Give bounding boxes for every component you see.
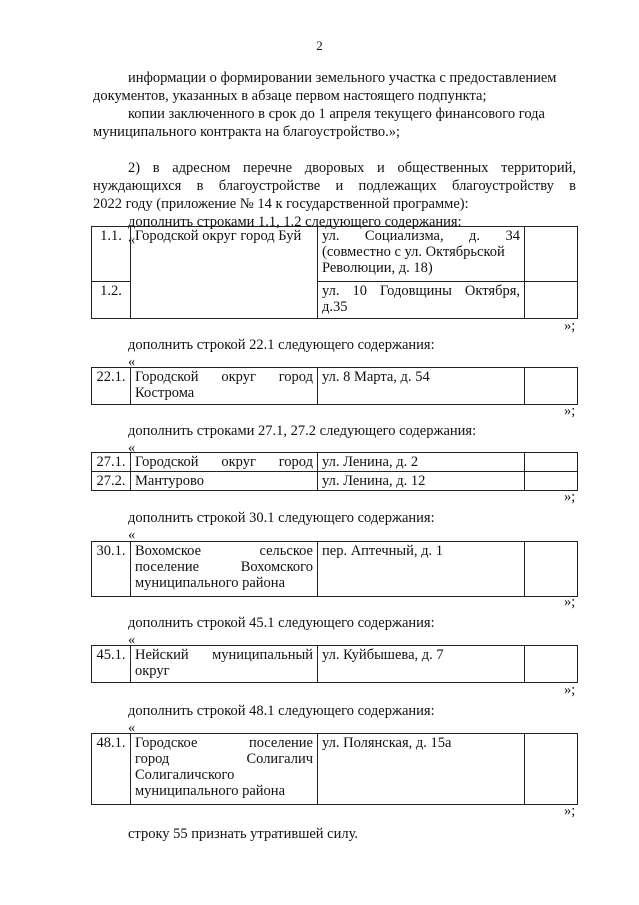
open-quote: « (128, 440, 136, 456)
municipality-name: Мантурово (135, 473, 204, 489)
table-row (92, 646, 578, 683)
empty-cell (525, 453, 578, 472)
municipality-cell (131, 542, 318, 597)
address-line: ул. Полянская, д. 15а (322, 735, 452, 751)
municipality-name: муниципального района (135, 783, 285, 799)
open-quote: « (128, 354, 136, 370)
close-quote: »; (564, 489, 576, 505)
address-line: д.35 (322, 299, 348, 315)
address-line: ул. 10 Годовщины Октября, (322, 283, 520, 299)
empty-cell (525, 227, 578, 282)
row-number: 27.2. (92, 472, 131, 491)
municipality-cell (131, 227, 318, 319)
municipality-name: Вохомское сельское (135, 543, 313, 559)
intro-line: 2022 году (приложение № 14 к государственной программе): (93, 196, 469, 212)
section-heading: дополнить строкой 45.1 следующего содержания: (128, 615, 435, 631)
municipality-name: Городской округ город (135, 369, 313, 385)
open-quote: « (128, 720, 136, 736)
close-quote: »; (564, 318, 576, 334)
row-number: 27.1. (92, 453, 131, 472)
address-line: Революции, д. 18) (322, 260, 433, 276)
insert-table (91, 645, 578, 683)
page-number: 2 (316, 38, 323, 53)
empty-cell (525, 368, 578, 405)
section-heading: дополнить строкой 22.1 следующего содержания: (128, 337, 435, 353)
row-number: 48.1. (92, 734, 131, 805)
address-cell (318, 368, 525, 405)
table-row (92, 368, 578, 405)
section-heading: дополнить строками 27.1, 27.2 следующего содержания: (128, 423, 477, 439)
close-quote: »; (564, 803, 576, 819)
address-line: ул. Куйбышева, д. 7 (322, 647, 444, 663)
final-line: строку 55 признать утратившей силу. (128, 826, 359, 842)
insert-table (91, 733, 578, 805)
address-line: пер. Аптечный, д. 1 (322, 543, 444, 559)
section-heading: дополнить строками 1.1, 1.2 следующего содержания: (128, 214, 462, 230)
municipality-name: город Солигалич (135, 751, 313, 767)
open-quote: « (128, 232, 136, 248)
intro-line: нуждающихся в благоустройстве и подлежащих благоустройству в (93, 178, 576, 194)
intro-line: муниципального контракта на благоустройство.»; (93, 124, 400, 140)
empty-cell (525, 472, 578, 491)
municipality-name: Нейский муниципальный (135, 647, 313, 663)
insert-table (91, 226, 578, 319)
section-heading: дополнить строкой 48.1 следующего содержания: (128, 703, 435, 719)
address-line: ул. Ленина, д. 2 (322, 454, 419, 470)
intro-line: копии заключенного в срок до 1 апреля текущего финансового года (128, 106, 545, 122)
intro-line: документов, указанных в абзаце первом настоящего подпункта; (93, 88, 487, 104)
address-cell (318, 453, 525, 472)
empty-cell (525, 282, 578, 319)
municipality-name: Городской округ город Буй (135, 228, 302, 244)
municipality-name: муниципального района (135, 575, 285, 591)
close-quote: »; (564, 594, 576, 610)
close-quote: »; (564, 682, 576, 698)
empty-cell (525, 646, 578, 683)
insert-table (91, 541, 578, 597)
municipality-name: Кострома (135, 385, 195, 401)
address-line: (совместно с ул. Октябрьской (322, 244, 505, 260)
municipality-name: Городское поселение (135, 735, 313, 751)
row-number: 30.1. (92, 542, 131, 597)
municipality-name: округ (135, 663, 170, 679)
table-row (92, 734, 578, 805)
row-number: 45.1. (92, 646, 131, 683)
table-row (92, 453, 578, 472)
address-cell (318, 734, 525, 805)
close-quote: »; (564, 403, 576, 419)
open-quote: « (128, 632, 136, 648)
municipality-name: Городской округ город (135, 454, 313, 470)
table-row (92, 542, 578, 597)
insert-table (91, 452, 578, 491)
row-number: 1.2. (92, 282, 131, 319)
municipality-cell (131, 734, 318, 805)
municipality-cell (131, 472, 318, 491)
empty-cell (525, 542, 578, 597)
address-cell (318, 282, 525, 319)
section-heading: дополнить строкой 30.1 следующего содержания: (128, 510, 435, 526)
table-row (92, 472, 578, 491)
open-quote: « (128, 527, 136, 543)
address-cell (318, 646, 525, 683)
intro-line: информации о формировании земельного участка с предоставлением (128, 70, 557, 86)
table-row (92, 227, 578, 282)
address-cell (318, 227, 525, 282)
row-number: 1.1. (92, 227, 131, 282)
municipality-name: Солигаличского (135, 767, 235, 783)
empty-cell (525, 734, 578, 805)
address-cell (318, 542, 525, 597)
municipality-cell (131, 453, 318, 472)
address-line: ул. 8 Марта, д. 54 (322, 369, 430, 385)
address-cell (318, 472, 525, 491)
insert-table (91, 367, 578, 405)
row-number: 22.1. (92, 368, 131, 405)
municipality-cell (131, 646, 318, 683)
address-line: ул. Социализма, д. 34 (322, 228, 520, 244)
intro-line: 2) в адресном перечне дворовых и общественных территорий, (128, 160, 576, 176)
municipality-cell (131, 368, 318, 405)
municipality-name: поселение Вохомского (135, 559, 313, 575)
address-line: ул. Ленина, д. 12 (322, 473, 426, 489)
